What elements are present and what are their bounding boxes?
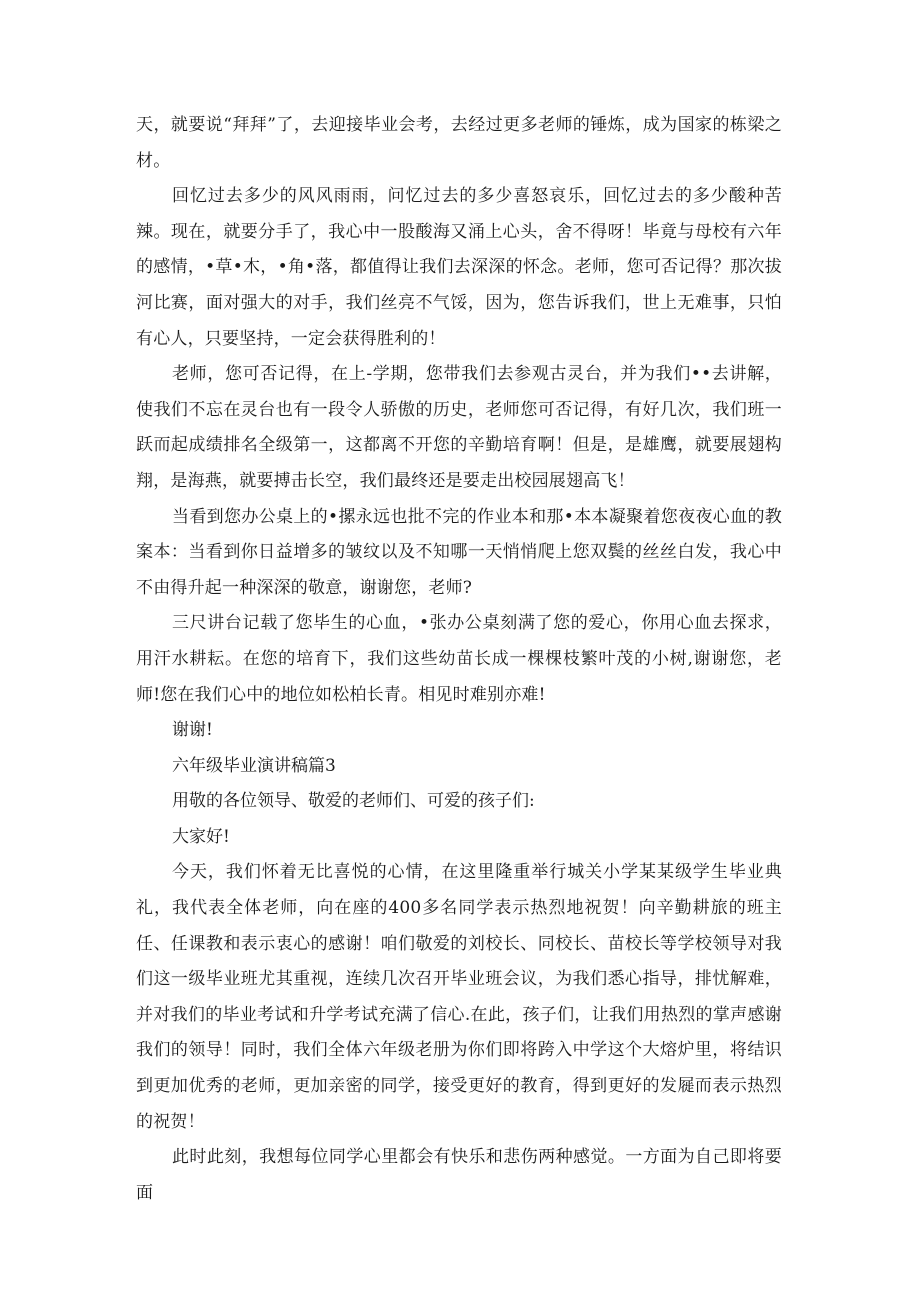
paragraph-ceremony: 今天，我们怀着无比喜悦的心情，在这里隆重举行城关小学某某级学生毕业典礼，我代表全体老师，向在座的400多名同学表示热烈地祝贺！向辛勤耕旅的班主任、任课教和表示衷心的感谢！咱们敬爱的刘校长、同校长、苗校长等学校领导对我们这一级毕业班尤其重视，连续几次召开毕业班会议，为我们悉心指导，排忧解难，并对我们的毕业考试和升学考试充满了信心.在此，孩子们，让我们用热烈的掌声感谢我们的领导！同时，我们全体六年级老册为你们即将跨入中学这个大熔炉里，将结识到更加优秀的老师，更加亲密的同学，接受更好的教育，得到更好的发屣而表示热烈的祝贺！ [136,862,782,1132]
paragraph-memories: 回忆过去多少的风风雨雨，问忆过去的多少喜怒哀乐，回忆过去的多少酸种苦辣。现在，就要分手了，我心中一股酸海又涌上心头，舍不得呀！毕竟与母校有六年的感情，•草•木，•角•落，都值得让我们去深深的怀念。老师，您可否记得？那次拔河比赛，面对强大的对手，我们丝亮不气馁，因为，您告诉我们，世上无难事，只怕有心人，只要坚持，一定会获得胜利的！ [136,186,782,349]
paragraph-lingtai: 老师，您可否记得，在上-学期，您带我们去参观古灵台，并为我们••去讲解，使我们不忘在灵台也有一段令人骄傲的历史，老师您可否记得，有好几次，我们班一跃而起成绩排名全级第一，这都离不开您的辛勤培育啊！但是，是雄鹰，就要展翅构翔，是海燕，就要搏击长空，我们最终还是要走出校园展翅高飞！ [136,364,782,491]
greeting: 大家好! [172,826,230,847]
paragraph-desk: 当看到您办公桌上的•摞永远也批不完的作业本和那•本本凝聚着您夜夜心血的教案本：当看到你日益增多的皱纹以及不知哪一天悄悄爬上您双鬓的丝丝白发，我心中不由得升起一种深深的敬意，谢谢您，老师? [136,506,782,598]
document-body [136,108,782,1211]
paragraph-podium: 三尺讲台记载了您毕生的心血，•张办公桌刻满了您的爱心，你用心血去探求，用汗水耕耘。在您的培育下，我们这些幼苗长成一棵棵枝繁叶茂的小树,谢谢您，老师!您在我们心中的地位如松柏长青。相见时难别亦难! [136,613,782,705]
section-heading: 六年级毕业演讲稿篇3 [172,755,336,776]
paragraph-continuation: 天，就要说“拜拜”了，去迎接毕业会考，去经过更多老师的锤炼，成为国家的栋梁之材。 [136,115,782,171]
paragraph-feelings: 此时此刻，我想每位同学心里都会有快乐和悲伤两种感觉。一方面为自己即将要面 [136,1147,782,1203]
salutation: 用敬的各位领导、敬爱的老师们、可爱的孩子们: [172,791,535,812]
paragraph-thanks: 谢谢! [172,720,213,741]
